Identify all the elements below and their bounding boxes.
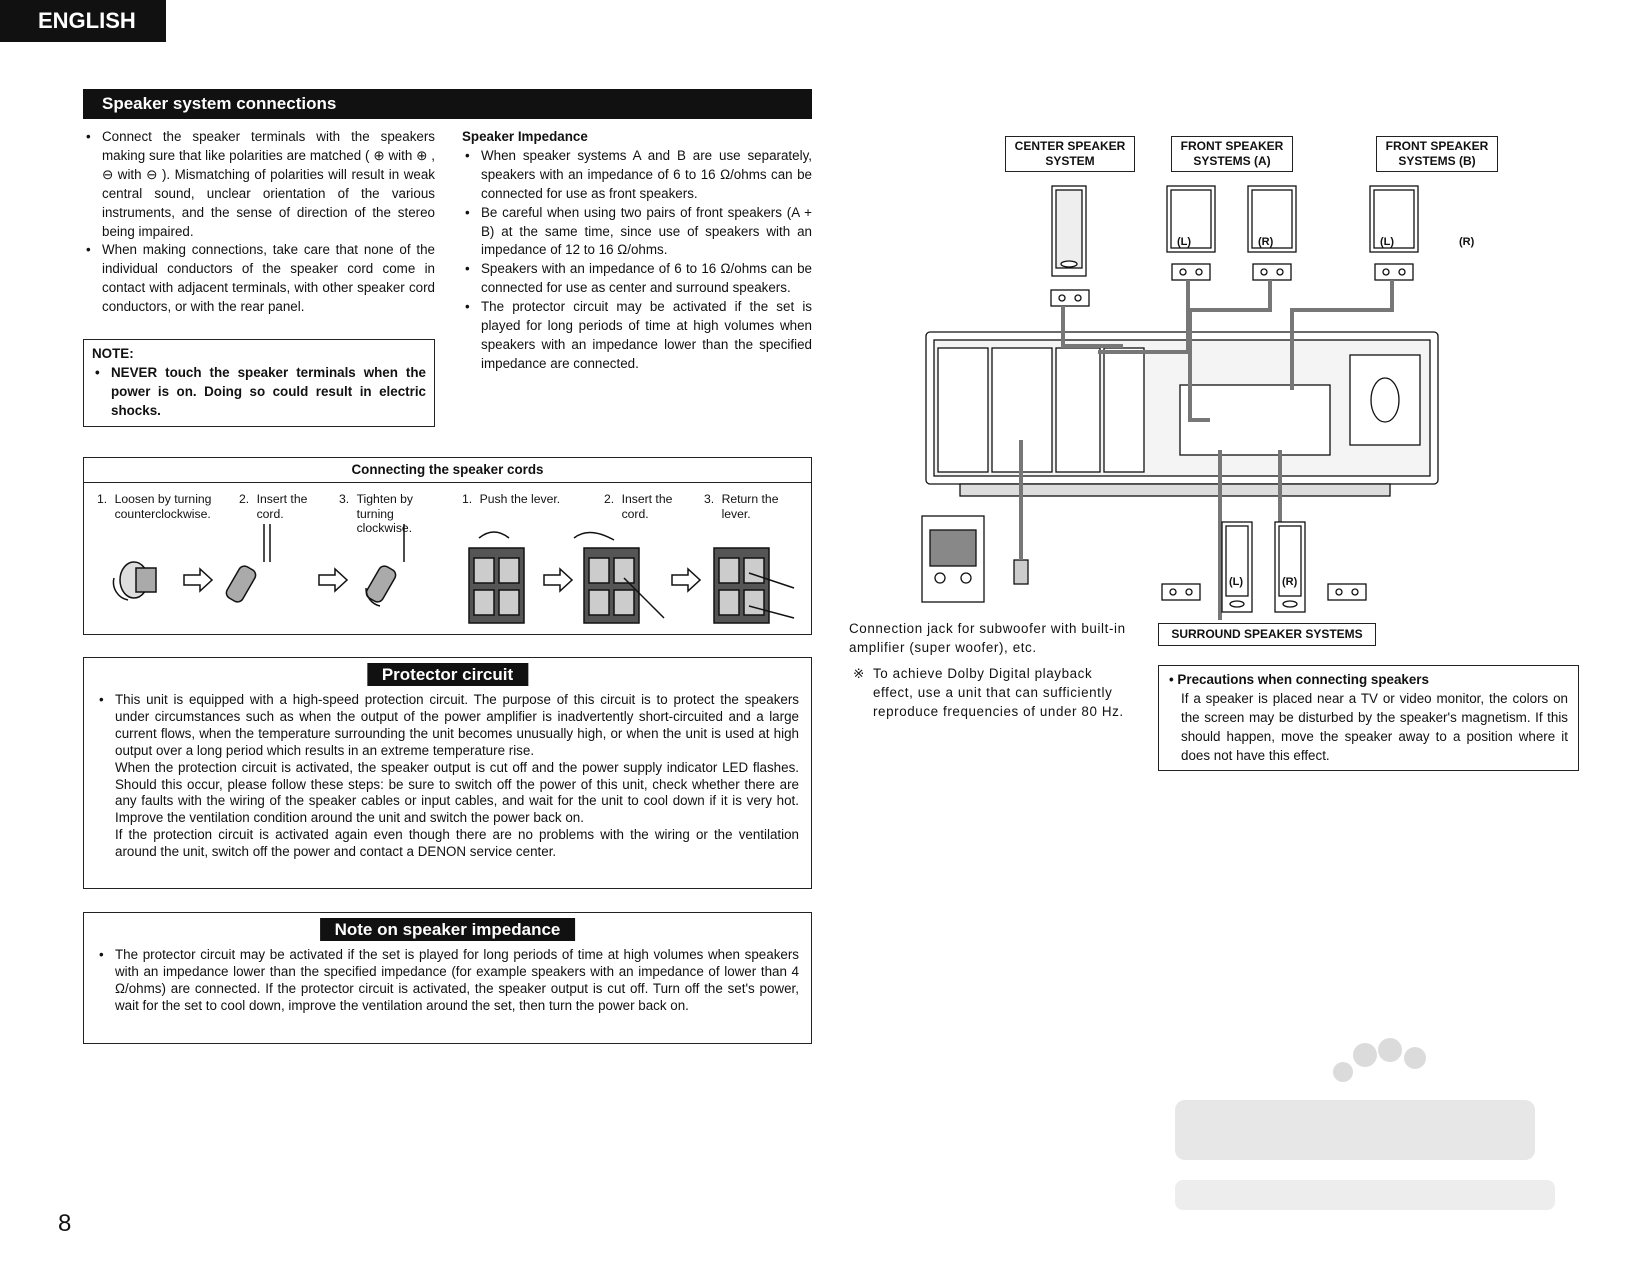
- impedance-note-panel: [83, 912, 812, 1044]
- impedance-note-text: • The protector circuit may be activated if the set is played for long periods of time at high volumes when speakers with an impedance lower than the specified impedance (for example speakers with an impedance of lower than 4 Ω/ohms) are connected. If the protector circuit is activated, the speaker output is cut off. Turn off the set's power, wait for the set to cool down, improve the ventilation around the set, then turn the power back on.: [96, 947, 799, 1015]
- list-item: • Connect the speaker terminals with the speakers making sure that like polarities are matched ( ⊕ with ⊕ , ⊖ with ⊖ ). Mismatching of polarities will result in weak central sound, unclear orientation of the various instruments, and the sense of direction of the stereo being impaired.: [83, 128, 435, 241]
- surround-left-label: (L): [1229, 576, 1244, 588]
- connection-bullets: [83, 128, 435, 317]
- note-heading: NOTE:: [92, 346, 134, 361]
- subwoofer-icon: [922, 516, 1028, 602]
- impedance-column: [462, 128, 812, 374]
- front-a-label: FRONT SPEAKER SYSTEMS (A): [1171, 136, 1293, 172]
- impedance-heading: Speaker Impedance: [462, 129, 588, 144]
- surround-right-speaker-icon: [1275, 522, 1305, 612]
- front-a-right-label: (R): [1258, 236, 1274, 248]
- surround-right-label: (R): [1282, 576, 1298, 588]
- step-1: 1. Loosen by turning counterclockwise.: [97, 492, 212, 521]
- push-terminal-icon: [469, 532, 524, 623]
- arrow-right-icon: [544, 569, 572, 591]
- list-item: • When making connections, take care that none of the individual conductors of the speaker cord come in contact with adjacent terminals, with other speaker cord conductors, or with the rear panel.: [83, 241, 435, 317]
- list-item: • Speakers with an impedance of 6 to 16 Ω/ohms can be connected for use as center and surround speakers.: [462, 260, 812, 298]
- language-tab: ENGLISH: [0, 0, 166, 42]
- arrow-right-icon: [184, 569, 212, 591]
- front-b-left-label: (L): [1380, 236, 1395, 248]
- subwoofer-caption: Connection jack for subwoofer with built-in amplifier (super woofer), etc.: [849, 621, 1126, 655]
- arrow-right-icon: [672, 569, 700, 591]
- protector-title: Protector circuit: [367, 663, 528, 686]
- push-terminal-icon: [714, 548, 794, 623]
- front-b-right-label: (R): [1459, 236, 1475, 248]
- watermark-logo: [1175, 1030, 1575, 1220]
- arrow-right-icon: [319, 569, 347, 591]
- list-item: • The protector circuit may be activated if the set is played for long periods of time at high volumes when speakers with an impedance lower than the specified impedance are connected.: [462, 298, 812, 374]
- note-box: [83, 339, 435, 427]
- step-4: 1. Push the lever.: [462, 492, 561, 506]
- precautions-box: [1158, 665, 1579, 771]
- screw-terminal-icon: [113, 562, 156, 600]
- surround-speakers: [1160, 520, 1400, 620]
- step-3: 3. Tighten by turning clockwise.: [339, 492, 414, 535]
- center-speaker-label: CENTER SPEAKER SYSTEM: [1005, 136, 1135, 172]
- screw-terminal-icon: [224, 524, 270, 604]
- front-b-left-speaker-icon: [1370, 186, 1418, 280]
- cord-illustrations: [84, 518, 811, 633]
- impedance-note-title: Note on speaker impedance: [320, 918, 576, 941]
- surround-label: SURROUND SPEAKER SYSTEMS: [1158, 623, 1376, 646]
- protector-text: • This unit is equipped with a high-speed protection circuit. The purpose of this circuit is to protect the speakers under circumstances such as when the output of the power amplifier is inadvertently short-circuited and a large current flows, when the temperature surrounding the unit becomes unusually high, or when the unit is used at high output over a long period which results in an extreme temperature rise. When the protection circuit is activated, the speaker output is cut off and the power supply indicator LED flashes. Should this occur, please follow these steps: be sure to switch off the power of this unit, check whether there are any faults with the wiring of the speaker cables or input cables, and wait for the unit to cool down if it is very hot. Improve the ventilation condition around the unit and switch the power back on. If the protection circuit is activated again even though there are no problems with the wiring or the ventilation around the unit, switch off the power and contact a DENON service center.: [96, 692, 799, 861]
- step-5: 2. Insert the cord.: [604, 492, 673, 521]
- front-b-label: FRONT SPEAKER SYSTEMS (B): [1376, 136, 1498, 172]
- note-text: • NEVER touch the speaker terminals when the power is on. Doing so could result in electric shocks.: [92, 364, 426, 421]
- list-item: • When speaker systems A and B are use separately, speakers with an impedance of 6 to 16 Ω/ohms can be connected for use as front speakers.: [462, 147, 812, 204]
- center-speaker-icon: [1051, 186, 1089, 306]
- front-a-right-speaker-icon: [1248, 186, 1296, 280]
- surround-left-speaker-icon: [1222, 522, 1252, 612]
- page-number: 8: [58, 1210, 72, 1237]
- precautions-text: If a speaker is placed near a TV or video monitor, the colors on the screen may be disturbed by the speaker's magnetism. If this should happen, move the speaker away to a position where it does not have this effect.: [1181, 690, 1568, 763]
- dolby-mark: ※: [853, 666, 865, 681]
- list-item: • Be careful when using two pairs of front speakers (A + B) at the same time, since use of speakers with an impedance of 12 to 16 Ω/ohms.: [462, 204, 812, 261]
- front-a-left-speaker-icon: [1167, 186, 1215, 280]
- section-title: Speaker system connections: [83, 89, 812, 119]
- step-6: 3. Return the lever.: [704, 492, 779, 521]
- precautions-heading: • Precautions when connecting speakers: [1169, 672, 1429, 687]
- cords-title: Connecting the speaker cords: [84, 458, 811, 483]
- cords-panel: [83, 457, 812, 635]
- dolby-note: To achieve Dolby Digital playback effect, use a unit that can sufficiently reproduce frequencies of under 80 Hz.: [873, 666, 1124, 719]
- step-2: 2. Insert the cord.: [239, 492, 308, 521]
- push-terminal-icon: [574, 532, 664, 623]
- protector-panel: [83, 657, 812, 889]
- receiver-rear-panel: [926, 332, 1438, 496]
- front-a-left-label: (L): [1177, 236, 1192, 248]
- screw-terminal-icon: [364, 524, 404, 606]
